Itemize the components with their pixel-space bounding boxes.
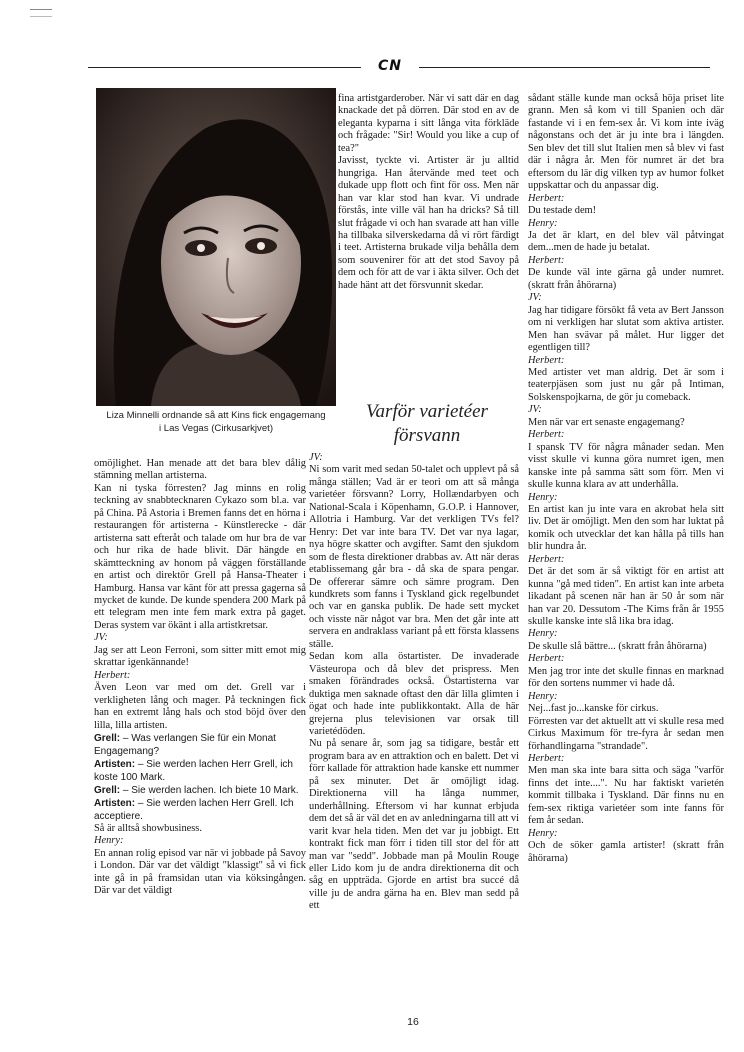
speaker-label: Herbert:: [528, 429, 565, 441]
caption-line-1: Liza Minnelli ordnande så att Kins fick engagemang: [106, 410, 326, 421]
dialogue-text: – Sie werden lachen. Ich biete 10 Mark.: [120, 784, 299, 796]
paragraph: I spansk TV för några månader sedan. Men visst skulle vi kunna göra numret igen, men kanske inte på samma sätt som förr. Men vi skulle kunna klara av att underhålla.: [528, 441, 724, 491]
paragraph: Och de söker gamla artister! (skratt från åhörarna): [528, 840, 724, 864]
paragraph: Förresten var det aktuellt att vi skulle resa med Cirkus Maximum för tre-fyra år sedan men förhandlingarna "strandade".: [528, 715, 724, 752]
speaker-label: Herbert:: [528, 653, 565, 665]
dialogue-line: [94, 784, 306, 797]
speaker-label: JV:: [528, 292, 542, 304]
paragraph: fina artistgarderober. När vi satt där en dag knackade det på dörren. Där stod en av de eleganta kyparna i sitt långa vita förkläde och frågade: "Sir! Would you like a cup of tea?": [338, 93, 519, 154]
paragraph: Ni som varit med sedan 50-talet och upplevt på så många ställen; Vad är er teori om att så många varietéer försvann? Lorry, Hollændarbyen och National-Scala i Köpenhamn, G.O.P. i Hannover, Allotria i Hamburg. Var det verkligen TVs fel?Henry: Det var inte bara TV. Det var nya lagar, nya högre skatter och avgifter. Samt den sjukdom som de flesta direktioner drabbas av. Att när deras etablissemang går bra - då ska de spara pengar. De offererar sämre och sämre program. Den kundkrets som fanns i Tyskland gick regelbundet och var en ganska publik. De hade sett mycket och visste när något var bra. Men det går inte att servera en andraklass variant på ett första klassens ställe.: [309, 464, 519, 650]
paragraph: sådant ställe kunde man också höja priset lite grann. Men så kom vi till Spanien och där fastande vi i en fem-sex år. Vi kom inte iväg någonstans och det är ju inte bra i längden. Sen blev det till slut Italien men så blev vi fast där i några år. Men för numret är det bra eftersom du lär dig vilken typ av humor folket uppskattar och du anpassar dig.: [528, 93, 724, 192]
paragraph: Med artister vet man aldrig. Det är som i teaterpjäsen som just nu går på Intiman, Solskenspojkarna, de gör ju comeback.: [528, 366, 724, 403]
column-b-lower: [309, 452, 519, 913]
dialogue-line: [94, 797, 306, 823]
column-b-upper: [338, 93, 519, 292]
magazine-logo: CN: [361, 56, 419, 76]
speaker-label: Henry:: [528, 217, 558, 229]
speaker-label: Herbert:: [94, 669, 131, 681]
caption-line-2: i Las Vegas (Cirkusarkjvet): [158, 422, 274, 434]
photo-caption: [96, 410, 336, 435]
dialogue-speaker: Artisten:: [94, 758, 136, 770]
speaker-label: Henry:: [94, 835, 124, 847]
section-heading-line-1: Varför varietéer: [366, 401, 488, 422]
dialogue-text: – Was verlangen Sie für ein Monat Engagemang?: [94, 732, 276, 757]
speaker-label: Henry:: [528, 491, 558, 503]
speaker-label: Henry:: [528, 628, 558, 640]
paragraph: Jag ser att Leon Ferroni, som sitter mitt emot mig skrattar igenkännande!: [94, 644, 306, 669]
dialogue-line: [94, 758, 306, 784]
paragraph: En annan rolig episod var när vi jobbade på Savoy i London. Där var det väldigt "klassigt" så vi fick inte gå in på framsidan utan via köksingången. Där var det väldigt: [94, 847, 306, 897]
speaker-label: Herbert:: [528, 192, 565, 204]
speaker-label: Herbert:: [528, 553, 565, 565]
paragraph: Javisst, tyckte vi. Artister är ju alltid hungriga. Han återvände med teet och dukade upp flott och fint för oss. Men när han var klar stod han kvar. Vi undrade förstås, inte ville väl han ha dricks? Så till slut frågade vi och han svarade att han ville ha tillbaka silverskedarna då vi rört färdigt i teet. Artisterna brukade vilja behålla dem som souvenirer för att det stod Savoy på dem och för att de var i äkta silver. Och det hade hänt att det försvunnit skedar.: [338, 155, 519, 291]
dialogue-text: – Sie werden lachen Herr Grell. Ich acceptiere.: [94, 797, 294, 822]
section-heading: [342, 400, 512, 448]
speaker-label: Herbert:: [528, 753, 565, 765]
portrait-photo-icon: [96, 88, 336, 406]
speaker-label: Henry:: [528, 827, 558, 839]
paragraph: Så är alltså showbusiness.: [94, 822, 202, 834]
paragraph: Men när var ert senaste engagemang?: [528, 416, 685, 428]
paragraph: Kan ni tyska förresten? Jag minns en rolig teckning av snabbtecknaren Cykazo som bl.a. var på China. På Astoria i Bremen fanns det en hörna i restaurangen för artisterna - Künstlerecke - där artisterna satt efteråt och talade om hur bra de var och hur rika de hade blivit. Där hängde en skämtteckning av honom på väggen förställande en artist och direktör Grell på Hansa-Theater i Hamburg. Hansa var känt för att pressa gagerna så mycket de kunde. De kunde spendera 200 Mark på ett telegram men inte fem mark extra på gaget. Deras system var ökänt i alla artistkretsar.: [94, 482, 306, 631]
speaker-label: JV:: [309, 452, 323, 463]
paragraph: Men jag tror inte det skulle finnas en marknad för den sortens nummer vi hade då.: [528, 665, 724, 690]
paragraph: omöjlighet. Han menade att det bara blev dålig stämning mellan artisterna.: [94, 458, 306, 482]
column-a-lower: [94, 458, 306, 898]
dialogue-speaker: Grell:: [94, 732, 121, 744]
paragraph: Det är det som är så viktigt för en artist att kunna "gå med tiden". En artist kan inte arbeta likadant på scenen när han är 50 år som när han var 20. Dessutom -The Kims från år 1955 skulle kanske inte slå lika bra idag.: [528, 566, 724, 628]
dialogue-line: [94, 732, 306, 758]
speaker-label: Henry:: [528, 690, 558, 702]
dialogue-text: – Sie werden lachen Herr Grell, ich koste 100 Mark.: [94, 758, 293, 783]
paragraph: Ja det är klart, en del blev väl påtvingat dem...men de hade ju betalat.: [528, 229, 724, 254]
section-heading-line-2: försvann: [393, 425, 461, 446]
dialogue-speaker: Artisten:: [94, 797, 136, 809]
paragraph: Jag har tidigare försökt få veta av Bert Jansson om ni verkligen har slutat som aktiva artister. Men han svävar på målet. Hur ligger det egentligen till?: [528, 304, 724, 354]
page-number: 16: [407, 1016, 419, 1028]
paragraph: Sedan kom alla östartister. De invaderade Västeuropa och då blev det prispress. Men smaken förändrades också. Östartisterna var duktiga men saknade oftast den där lilla glimten i ögat och hade inte publikkontakt. Alla de här grejerna plus televisionen var orsak till varietédöden.: [309, 651, 519, 737]
speaker-label: Herbert:: [528, 254, 565, 266]
paragraph: En artist kan ju inte vara en akrobat hela sitt liv. Det är omöjligt. Men den som har luktat på komik och utvecklar det kan hålla på tills han blir hundra år.: [528, 503, 724, 553]
portrait-photo: [96, 88, 336, 406]
speaker-label: Herbert:: [528, 354, 565, 366]
speaker-label: JV:: [94, 632, 108, 644]
dialogue-speaker: Grell:: [94, 784, 121, 796]
column-c: [528, 93, 724, 1028]
paragraph: De skulle slå bättre... (skratt från åhörarna): [528, 640, 707, 652]
paragraph: Nu på senare år, som jag sa tidigare, består ett program bara av en attraktion och en balett. Det vi förr kallade för attraktion hade kanske ett nummer på sex minuter. Det är omöjligt idag. Direktionerna vill ha långa nummer, underhållning. Eftersom vi har kunnat erbjuda dem det så är väl det en av anledningarna till att vi varit kvar hela tiden. Men det var ju jobbigt. Ett kontrakt fick man förr i tiden till stor del för att man var "sedd". Jobbade man på Moulin Rouge eller Lido kom ju de andra direktionerna dit och såg en uppträda. Gjorde en artist bra succé då ville ju de andra gärna ha en. Blev man sedd på ett: [309, 738, 519, 912]
paragraph: De kunde väl inte gärna gå under numret. (skratt från åhörarna): [528, 267, 724, 291]
paragraph: Nej...fast jo...kanske för cirkus.: [528, 703, 659, 715]
speaker-label: JV:: [528, 404, 542, 416]
scan-mark: [30, 9, 52, 17]
paragraph: Men man ska inte bara sitta och säga "varför finns det inte....". Nu har faktiskt varietén kommit tillbaka i Tyskland. Där finns nu en fem-sex riktiga varietéer som inte fanns för fem år sedan.: [528, 765, 724, 827]
paragraph: Du testade dem!: [528, 205, 597, 217]
paragraph: Även Leon var med om det. Grell var i verkligheten lång och mager. På teckningen fick han en extremt lång hals och stod böjd över den lilla, lilla artisten.: [94, 682, 306, 731]
